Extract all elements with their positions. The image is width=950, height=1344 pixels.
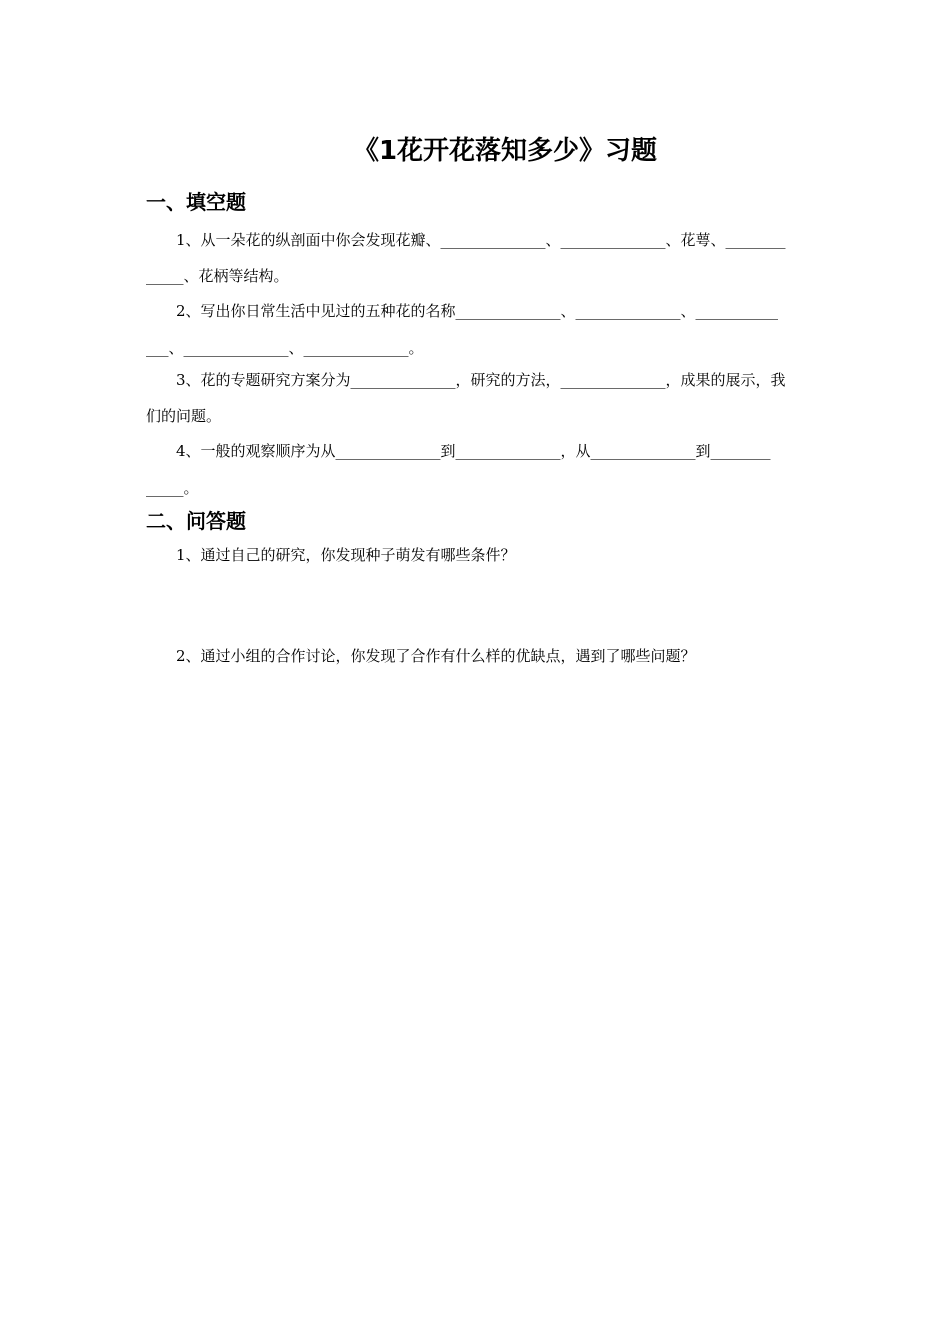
section-heading-short-answer: 二、问答题 xyxy=(146,509,246,533)
fill-in-question-1-line-2: _____、花柄等结构。 xyxy=(146,267,289,285)
section-heading-fill-in: 一、填空题 xyxy=(146,190,246,214)
fill-in-question-4-line-2: _____。 xyxy=(146,479,199,497)
fill-in-question-3-line-1: 3、花的专题研究方案分为______________，研究的方法，______________，成果的展示，我 xyxy=(176,371,786,389)
fill-in-question-1-line-1: 1、从一朵花的纵剖面中你会发现花瓣、______________、______________、花萼、________ xyxy=(176,231,786,249)
fill-in-question-2-line-1: 2、写出你日常生活中见过的五种花的名称______________、______________、___________ xyxy=(176,302,779,320)
fill-in-question-3-line-2: 们的问题。 xyxy=(146,407,222,425)
short-answer-question-2: 2、通过小组的合作讨论，你发现了合作有什么样的优缺点，遇到了哪些问题？ xyxy=(176,647,696,665)
fill-in-question-2-line-2: ___、______________、______________。 xyxy=(146,339,424,357)
fill-in-question-4-line-1: 4、一般的观察顺序为从______________到______________，从______________到________ xyxy=(176,442,771,460)
page-title: 《1花开花落知多少》习题 xyxy=(352,136,658,166)
short-answer-question-1: 1、通过自己的研究，你发现种子萌发有哪些条件？ xyxy=(176,546,516,564)
